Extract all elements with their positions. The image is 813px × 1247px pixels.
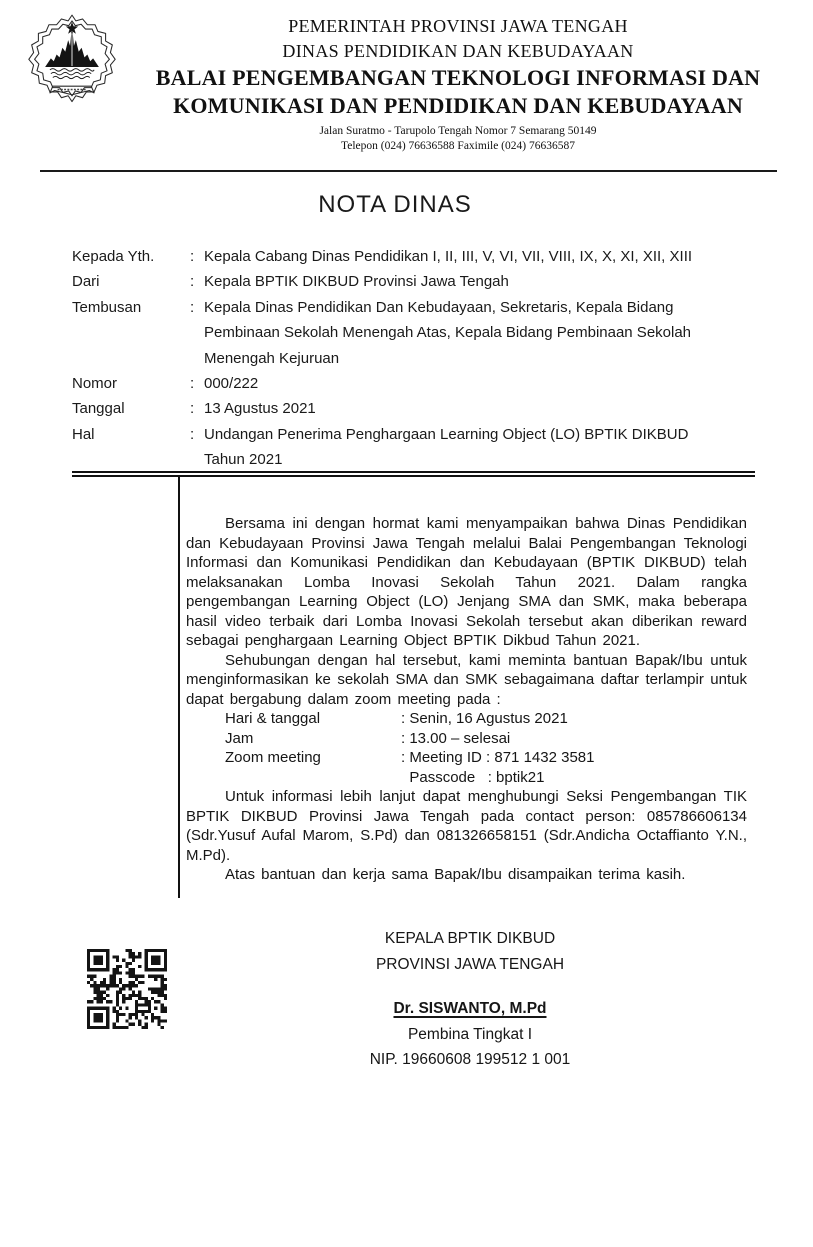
letterhead-phone: Telepon (024) 76636588 Faximile (024) 76636587 [341, 140, 575, 152]
meta-label: Nomor [72, 375, 118, 393]
detail-value: : 13.00 – selesai [401, 729, 511, 747]
letterhead-address: Jalan Suratmo - Tarupolo Tengah Nomor 7 Semarang 50149 [319, 125, 597, 137]
meta-value: Undangan Penerima Penghargaan Learning Object (LO) BPTIK DIKBUD Tahun 2021 [204, 425, 689, 469]
signature-office-line-1: KEPALA BPTIK DIKBUD [384, 930, 556, 947]
body-left-rule [178, 477, 180, 898]
letterhead-agency-line-2: KOMUNIKASI DAN PENDIDIKAN DAN KEBUDAYAAN [173, 93, 743, 118]
emblem-graphic [24, 12, 120, 120]
meta-label: Tembusan [72, 298, 142, 316]
signature-name: Dr. SISWANTO, M.Pd [393, 1000, 547, 1017]
paragraph-2: Sehubungan dengan hal tersebut, kami meminta bantuan Bapak/Ibu untuk menginformasikan ke sekolah SMA dan SMK sebagaimana daftar terlampir untuk dapat bergabung dalam zoom meeting pada : [186, 651, 747, 708]
meta-colon: : [190, 273, 195, 291]
detail-row-hari [186, 709, 747, 729]
meta-value: Kepala BPTIK DIKBUD Provinsi Jawa Tengah [204, 273, 509, 291]
letterhead-government-line: PEMERINTAH PROVINSI JAWA TENGAH [288, 16, 628, 36]
signature-block [320, 926, 620, 1073]
detail-value: : Senin, 16 Agustus 2021 [401, 710, 568, 727]
detail-row-passcode [186, 768, 747, 788]
qr-code [87, 949, 167, 1029]
letterhead-department-line: DINAS PENDIDIKAN DAN KEBUDAYAAN [282, 41, 634, 61]
meta-value: Kepala Dinas Pendidikan Dan Kebudayaan, Sekretaris, Kepala Bidang Pembinaan Sekolah Menengah Atas, Kepala Bidang Pembinaan Sekolah Menengah Kejuruan [204, 298, 692, 367]
detail-label: Jam [225, 729, 254, 747]
detail-label [186, 768, 401, 788]
meta-label: Hal [72, 425, 95, 443]
meta-colon: : [190, 400, 195, 418]
signature-nip: NIP. 19660608 199512 1 001 [369, 1051, 571, 1068]
meta-label: Kepada Yth. [72, 248, 155, 265]
signature-rank: Pembina Tingkat I [407, 1025, 533, 1043]
meta-label: Tanggal [72, 400, 125, 418]
signature-office-line-2: PROVINSI JAWA TENGAH [375, 955, 565, 973]
meta-label: Dari [72, 273, 100, 291]
meta-colon: : [190, 298, 195, 316]
meta-colon: : [190, 375, 195, 393]
detail-label: Zoom meeting [225, 749, 321, 766]
meeting-details [186, 709, 747, 787]
meta-body-divider [72, 471, 755, 477]
document-title: NOTA DINAS [318, 191, 472, 218]
meta-row-hal [72, 422, 752, 473]
meta-value: 13 Agustus 2021 [204, 400, 316, 418]
meta-value: 000/222 [204, 375, 259, 393]
meta-section [72, 244, 752, 473]
detail-label: Hari & tanggal [225, 710, 321, 727]
meta-colon: : [190, 425, 195, 443]
paragraph-4: Atas bantuan dan kerja sama Bapak/Ibu disampaikan terima kasih. [225, 866, 686, 883]
jawa-tengah-emblem-logo [24, 12, 120, 120]
meta-colon: : [190, 248, 195, 265]
letterhead [128, 14, 788, 154]
paragraph-1: Bersama ini dengan hormat kami menyampaikan bahwa Dinas Pendidikan dan Kebudayaan Provinsi Jawa Tengah melalui Balai Pengembangan Teknologi Informasi dan Komunikasi Pendidikan dan Kebudayaan (BPTIK DIKBUD) telah melaksanakan Lomba Inovasi Sekolah Tahun 2021. Dalam rangka pengembangan Learning Object (LO) Jenjang SMA dan SMK, maka beberapa hasil video terbaik dari Lomba Inovasi Sekolah tersebut akan diberikan reward sebagai penghargaan Learning Object BPTIK Dikbud Tahun 2021. [186, 515, 747, 649]
meta-row-nomor [72, 371, 752, 396]
detail-value: Passcode : bptik21 [401, 768, 545, 786]
meta-row-kepada [72, 244, 752, 269]
letterhead-agency-line-1: BALAI PENGEMBANGAN TEKNOLOGI INFORMASI DAN [155, 65, 761, 90]
meta-row-dari [72, 269, 752, 294]
paragraph-3: Untuk informasi lebih lanjut dapat menghubungi Seksi Pengembangan TIK BPTIK DIKBUD Provinsi Jawa Tengah pada contact person: 085786606134 (Sdr.Yusuf Aufal Marom, S.Pd) dan 081326658151 (Sdr.Andicha Octaffianto Y.N., M.Pd). [186, 788, 747, 864]
letter-body [186, 514, 747, 885]
qr-code-graphic [87, 949, 167, 1029]
meta-row-tanggal [72, 396, 752, 421]
detail-row-zoom [186, 748, 747, 768]
detail-row-jam [186, 729, 747, 749]
meta-row-tembusan [72, 295, 752, 371]
meta-value: Kepala Cabang Dinas Pendidikan I, II, III, V, VI, VII, VIII, IX, X, XI, XII, XIII [204, 248, 693, 265]
letterhead-divider-line [40, 170, 777, 172]
detail-value: : Meeting ID : 871 1432 3581 [401, 749, 595, 766]
